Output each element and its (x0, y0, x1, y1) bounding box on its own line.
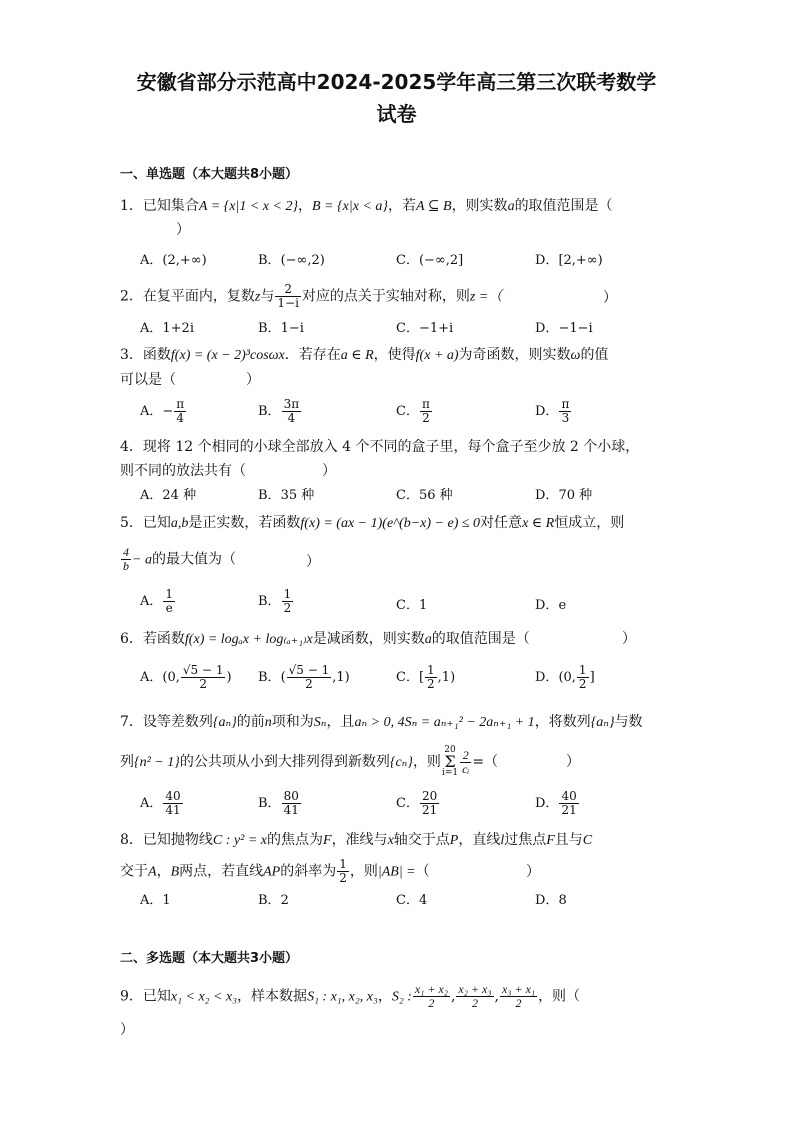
option-text: (−∞,2) (280, 253, 325, 268)
denominator: 2 (305, 677, 313, 691)
denominator: cᵢ (462, 761, 470, 776)
question-text: 是正实数，若函数 (188, 515, 301, 531)
numerator: 2 (460, 749, 471, 763)
math-condition: aₙ > 0, 4Sₙ = aₙ₊₁² − 2aₙ₊₁ + 1 (354, 715, 535, 730)
question-6 (120, 629, 530, 650)
option-c[interactable] (396, 597, 427, 615)
option-label: B． (258, 253, 281, 268)
math-fraction (337, 858, 349, 885)
numerator: π (421, 397, 430, 411)
option-label: B． (258, 321, 281, 336)
option-label: B． (258, 893, 281, 908)
math-summation (442, 746, 458, 778)
question-9 (120, 983, 580, 1010)
option-text: 8 (558, 893, 567, 908)
question-text: 过焦点 (504, 832, 547, 848)
option-text: 24 种 (162, 488, 197, 503)
question-number: 5． (120, 515, 143, 531)
question-text: 项和为 (271, 714, 314, 730)
option-label: A． (140, 321, 163, 336)
option-text: 1 (162, 893, 171, 908)
option-d[interactable] (535, 252, 603, 270)
option-label: D． (535, 670, 559, 685)
question-text: 恒成立，则 (554, 515, 625, 531)
math-point: P (449, 833, 459, 848)
math-fraction (163, 790, 182, 817)
option-label: C． (396, 893, 419, 908)
math-fraction (282, 588, 294, 615)
question-text: ，样本数据 (237, 988, 308, 1005)
question-text: 设等差数列 (142, 714, 213, 730)
denominator: e (165, 601, 173, 615)
question-text: 的值 (580, 347, 609, 363)
math-function: f(x) = (ax − 1)(e^(b−x) − e) ≤ 0 (300, 516, 481, 531)
option-label: C． (396, 404, 419, 419)
question-text: ， (156, 863, 171, 880)
math-var: a (424, 632, 432, 647)
question-number: 7． (120, 714, 143, 730)
math-fraction (456, 983, 493, 1010)
option-label: C． (396, 321, 419, 336)
question-text: ，将数列 (534, 714, 591, 730)
denominator: 2 (339, 871, 347, 885)
option-label: A． (140, 488, 163, 503)
question-text: 交于 (120, 863, 148, 880)
interval-close: ) (226, 670, 232, 685)
math-fraction (282, 790, 301, 817)
option-label: A． (140, 253, 163, 268)
question-text: 已知 (142, 515, 171, 531)
option-text: [2,+∞) (558, 253, 603, 268)
math-condition: x ∈ R (522, 516, 555, 531)
math-sequence: {aₙ} (590, 715, 615, 730)
math-sample: S₁ : x₁, x₂, x₃ (307, 989, 378, 1005)
question-text: ，且 (326, 714, 355, 730)
numerator: x₃ + x₁ (501, 982, 536, 996)
option-a[interactable] (140, 664, 232, 691)
question-text: 已知抛物线 (142, 832, 213, 848)
denominator: 1−i (277, 296, 299, 310)
numerator: 1 (339, 857, 347, 871)
option-c[interactable] (396, 892, 427, 910)
option-label: B． (258, 670, 281, 685)
question-text: 的最大值为（ (151, 551, 236, 568)
question-7 (120, 712, 643, 733)
option-label: B． (258, 796, 281, 811)
interval-close: ,1) (437, 670, 456, 685)
denominator: 4 (287, 411, 296, 425)
math-fraction (420, 790, 439, 817)
option-b[interactable] (258, 588, 294, 615)
question-text: 两点，若直线 (179, 863, 264, 880)
option-a[interactable] (140, 252, 207, 270)
math-sample: S₂ : (391, 989, 412, 1005)
math-sequence: {cₙ} (389, 755, 413, 770)
math-condition: a ∈ R (340, 348, 374, 363)
option-b[interactable] (258, 892, 289, 910)
math-var: ω (570, 348, 581, 363)
math-function: f(x + a) (415, 348, 459, 363)
option-text: 56 种 (418, 488, 453, 503)
option-b[interactable] (258, 790, 302, 817)
question-number: 1． (120, 198, 143, 214)
option-d[interactable] (535, 664, 595, 691)
math-var: l (500, 833, 505, 848)
numerator: x₁ + x₂ (414, 982, 448, 996)
math-vars: a,b (170, 516, 189, 531)
option-d[interactable] (535, 892, 567, 910)
denominator: 3 (561, 411, 570, 425)
option-text: 4 (418, 893, 428, 908)
denominator: 2 (283, 601, 292, 615)
option-label: D． (535, 488, 559, 503)
question-text: 函数 (142, 347, 171, 363)
denominator: 41 (283, 803, 299, 817)
question-text: ．若存在 (284, 347, 341, 363)
math-condition: x₁ < x₂ < x₃ (170, 989, 238, 1005)
option-text: 70 种 (558, 488, 593, 503)
math-fraction (500, 983, 537, 1010)
option-d[interactable] (535, 487, 592, 505)
option-d[interactable] (535, 398, 572, 425)
option-a[interactable] (140, 588, 176, 615)
page-title-line2: 试卷 (376, 102, 417, 126)
question-text: 现将 12 个相同的小球全部放入 4 个不同的盒子里，每个盒子至少放 2 个小球， (142, 439, 640, 455)
question-number: 6． (120, 631, 143, 647)
option-label: C． (396, 598, 419, 613)
math-curve: C : y² = x (212, 833, 267, 848)
denominator: 2 (578, 677, 587, 691)
question-9-close-paren: ） (120, 1022, 134, 1038)
option-b[interactable] (258, 398, 302, 425)
denominator: 21 (421, 803, 438, 817)
math-fraction (559, 790, 578, 817)
section-heading-multi-choice: 二、多选题（本大题共3小题） (120, 951, 299, 966)
math-fraction (282, 398, 302, 425)
question-6-close-paren: ） (622, 631, 636, 647)
option-d[interactable] (535, 597, 566, 615)
option-label: B． (258, 404, 281, 419)
option-d[interactable] (535, 790, 580, 817)
option-label: A． (140, 893, 163, 908)
math-var: x (387, 833, 394, 848)
math-fraction (163, 588, 175, 615)
question-text: 若函数 (142, 631, 185, 647)
option-label: B． (258, 594, 281, 609)
question-text: =（ (472, 754, 499, 770)
question-text: 对应的点关于实轴对称，则 (301, 288, 470, 305)
question-number: 4． (120, 439, 143, 455)
option-label: D． (535, 598, 559, 613)
math-var: a (507, 199, 515, 214)
question-1-close-paren: ） (176, 222, 190, 238)
option-a[interactable] (140, 790, 184, 817)
option-b[interactable] (258, 487, 314, 505)
question-3 (120, 345, 608, 366)
interval-open: (0, (558, 670, 576, 685)
sum-symbol: Σ (444, 752, 456, 771)
question-text: 的公共项从小到大排列得到新数列 (179, 754, 390, 770)
question-text: 的取值范围是（ (431, 631, 530, 647)
numerator: 40 (165, 789, 181, 803)
question-2-close-paren: ） (603, 290, 617, 306)
question-text: ，则 (412, 754, 441, 770)
question-text: 在复平面内，复数 (142, 288, 255, 305)
numerator: π (176, 397, 185, 411)
math-expr: − a (132, 552, 152, 568)
option-text: e (558, 598, 567, 613)
question-number: 9． (120, 988, 143, 1005)
question-text: 的取值范围是（ (514, 198, 613, 214)
separator: ， (298, 198, 313, 214)
numerator: 40 (561, 789, 577, 803)
section-heading-single-choice: 一、单选题（本大题共8小题） (120, 167, 299, 182)
question-3-close-paren: ） (246, 372, 260, 388)
sum-lower: i=1 (441, 768, 459, 778)
option-label: C． (396, 670, 419, 685)
denominator: 41 (165, 803, 181, 817)
option-label: C． (396, 488, 419, 503)
option-label: C． (396, 253, 419, 268)
question-text: （ (415, 863, 430, 880)
math-var: Sₙ (313, 715, 327, 730)
math-point: F (546, 833, 555, 848)
option-text: 2 (280, 893, 289, 908)
numerator: 2 (275, 283, 301, 297)
option-c[interactable] (396, 790, 440, 817)
question-text: 是减函数，则实数 (312, 631, 425, 647)
interval-open: ( (280, 670, 286, 685)
denominator: 2 (427, 677, 435, 691)
math-fraction (181, 664, 226, 691)
math-fraction (559, 398, 571, 425)
option-label: A． (140, 594, 163, 609)
question-4-close-paren: ） (322, 463, 336, 479)
numerator: 4 (123, 545, 129, 559)
option-b[interactable] (258, 320, 304, 338)
numerator: 1 (578, 663, 587, 677)
option-label: D． (535, 253, 559, 268)
question-5 (120, 513, 624, 534)
numerator: 3π (283, 397, 300, 411)
numerator: 1 (165, 587, 174, 601)
math-sequence: {aₙ} (212, 715, 237, 730)
numerator: √5 − 1 (288, 663, 330, 677)
math-fraction (413, 983, 450, 1010)
question-4 (120, 437, 639, 457)
math-function: f(x) = logₐx + log₍ₐ₊₁₎x (184, 632, 313, 647)
math-expr: z =（ (469, 289, 503, 305)
math-point: A (148, 864, 157, 880)
question-8 (120, 830, 592, 851)
question-number: 2． (120, 288, 143, 305)
question-text: 列 (120, 754, 134, 770)
option-c[interactable] (396, 487, 453, 505)
math-fraction (425, 664, 437, 691)
option-text: (−∞,2] (418, 253, 464, 268)
option-c[interactable] (396, 320, 453, 338)
question-text: 轴交于点 (393, 832, 450, 848)
option-a[interactable] (140, 892, 171, 910)
numerator: π (561, 397, 570, 411)
math-fraction (275, 283, 301, 310)
option-label: D． (535, 893, 559, 908)
question-text: 的焦点为 (267, 832, 323, 848)
math-fraction (420, 398, 432, 425)
denominator: 2 (471, 996, 478, 1010)
denominator: 2 (428, 996, 435, 1010)
math-function: f(x) = (x − 2)³cosωx (170, 348, 285, 363)
option-c[interactable] (396, 252, 463, 270)
question-text: ，则（ (538, 988, 581, 1005)
option-label: A． (140, 796, 163, 811)
question-text: 与 (260, 288, 275, 305)
question-text: 对任意 (480, 515, 523, 531)
question-text: ，直线 (458, 832, 501, 848)
question-text: ，使得 (373, 347, 416, 363)
question-7-close-paren: ） (566, 754, 580, 770)
math-var: z (254, 289, 261, 305)
question-5-line2 (120, 546, 236, 573)
math-condition: A ⊆ B (415, 199, 452, 214)
option-label: B． (258, 488, 281, 503)
option-text: 35 种 (280, 488, 315, 503)
math-fraction (121, 546, 131, 573)
numerator: 1 (283, 587, 292, 601)
question-text: ，若 (387, 198, 416, 214)
question-text: ，则 (349, 863, 378, 880)
question-text: 已知集合 (142, 198, 199, 214)
option-b[interactable] (258, 252, 325, 270)
math-set-b: B = {x|x < a} (312, 199, 388, 214)
option-text: (2,+∞) (162, 253, 207, 268)
question-1 (120, 196, 613, 217)
question-text: 为奇函数，则实数 (458, 347, 571, 363)
option-sign: − (162, 404, 174, 419)
option-label: A． (140, 670, 163, 685)
numerator: 20 (421, 789, 438, 803)
question-text: ，准线与 (331, 832, 388, 848)
option-label: D． (535, 321, 559, 336)
question-text: 与数 (614, 714, 643, 730)
denominator: 21 (561, 803, 577, 817)
numerator: x₂ + x₃ (458, 982, 492, 996)
question-text: 的前 (236, 714, 265, 730)
math-fraction (174, 398, 186, 425)
question-3-line2 (120, 370, 176, 390)
question-2 (120, 283, 502, 310)
question-4-line2 (120, 461, 246, 481)
numerator: 80 (283, 789, 299, 803)
option-text: −1+i (418, 321, 454, 336)
question-number: 3． (120, 347, 143, 363)
numerator: 1 (427, 663, 435, 677)
option-label: D． (535, 404, 559, 419)
page-title-line1: 安徽省部分示范高中2024-2025学年高三第三次联考数学 (136, 70, 657, 94)
question-text: 则不同的放法共有（ (120, 463, 246, 479)
question-7-line2 (120, 746, 498, 778)
denominator: b (123, 559, 129, 573)
numerator: √5 − 1 (182, 663, 224, 677)
math-expr: |AB| = (377, 864, 416, 880)
denominator: 2 (515, 996, 522, 1010)
option-a[interactable] (140, 398, 187, 425)
interval-close: ] (589, 670, 595, 685)
option-label: C． (396, 796, 419, 811)
option-text: 1−i (280, 321, 304, 336)
option-d[interactable] (535, 320, 593, 338)
denominator: 2 (199, 677, 207, 691)
math-fraction (287, 664, 332, 691)
interval-close: ,1) (332, 670, 350, 685)
math-point: F (323, 833, 332, 848)
math-fraction (577, 664, 589, 691)
question-text: 可以是（ (120, 372, 176, 388)
math-line: AP (263, 864, 281, 880)
question-8-line2 (120, 858, 430, 885)
question-number: 8． (120, 832, 143, 848)
math-point: B (170, 864, 180, 880)
question-text: 且与 (554, 832, 583, 848)
option-label: A． (140, 404, 163, 419)
interval-open: [ (418, 670, 425, 685)
interval-open: (0, (162, 670, 180, 685)
denominator: 4 (176, 411, 185, 425)
math-sequence: {n² − 1} (134, 755, 180, 770)
option-b[interactable] (258, 664, 350, 691)
separator: , (450, 988, 456, 1005)
option-a[interactable] (140, 487, 196, 505)
question-text: ，则实数 (451, 198, 508, 214)
option-c[interactable] (396, 664, 455, 691)
denominator: 2 (422, 411, 430, 425)
math-curve: C (582, 833, 593, 848)
option-label: D． (535, 796, 559, 811)
sum-upper: 20 (444, 745, 456, 755)
option-a[interactable] (140, 320, 194, 338)
math-var: n (264, 715, 272, 730)
math-set-a: A = {x|1 < x < 2} (198, 199, 299, 214)
question-8-close-paren: ） (526, 864, 540, 880)
math-fraction (460, 749, 471, 776)
question-text: 的斜率为 (280, 863, 337, 880)
option-text: 1+2i (162, 321, 194, 336)
option-c[interactable] (396, 398, 433, 425)
option-text: 1 (418, 598, 428, 613)
question-5-close-paren: ） (306, 554, 320, 570)
question-text: ， (377, 988, 392, 1005)
separator: , (494, 988, 499, 1005)
question-text: 已知 (142, 988, 171, 1005)
option-text: −1−i (558, 321, 593, 336)
